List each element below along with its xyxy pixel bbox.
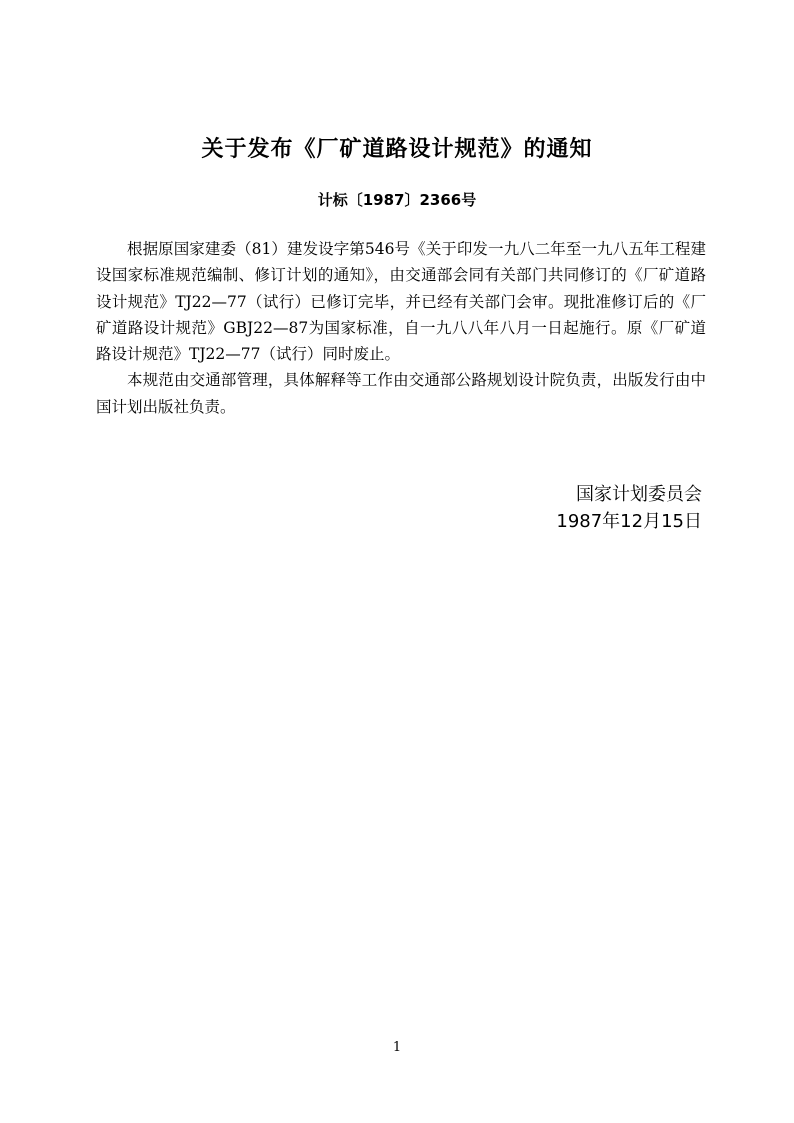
page-number: 1 <box>392 1040 402 1055</box>
document-number: 计标〔1987〕2366号 <box>317 191 477 209</box>
document-title: 关于发布《厂矿道路设计规范》的通知 <box>201 137 593 162</box>
signature-date: 1987年12月15日 <box>556 511 702 532</box>
body-paragraph-1: 根据原国家建委（81）建发设字第546号《关于印发一九八二年至一九八五年工程建设国家标准规范编制、修订计划的通知》，由交通部会同有关部门共同修订的《厂矿道路设计规范》TJ22—77（试行）已修订完毕，并已经有关部门会审。现批准修订后的《厂矿道路设计规范》GBJ22—87为国家标准，自一九八八年八月一日起施行。原《厂矿道路设计规范》TJ22—77（试行）同时废止。 <box>96 240 706 364</box>
signature-organization: 国家计划委员会 <box>576 484 702 505</box>
document-body <box>96 236 706 420</box>
signature-block <box>556 481 702 535</box>
body-paragraph-2: 本规范由交通部管理，具体解释等工作由交通部公路规划设计院负责，出版发行由中国计划出版社负责。 <box>96 371 706 416</box>
